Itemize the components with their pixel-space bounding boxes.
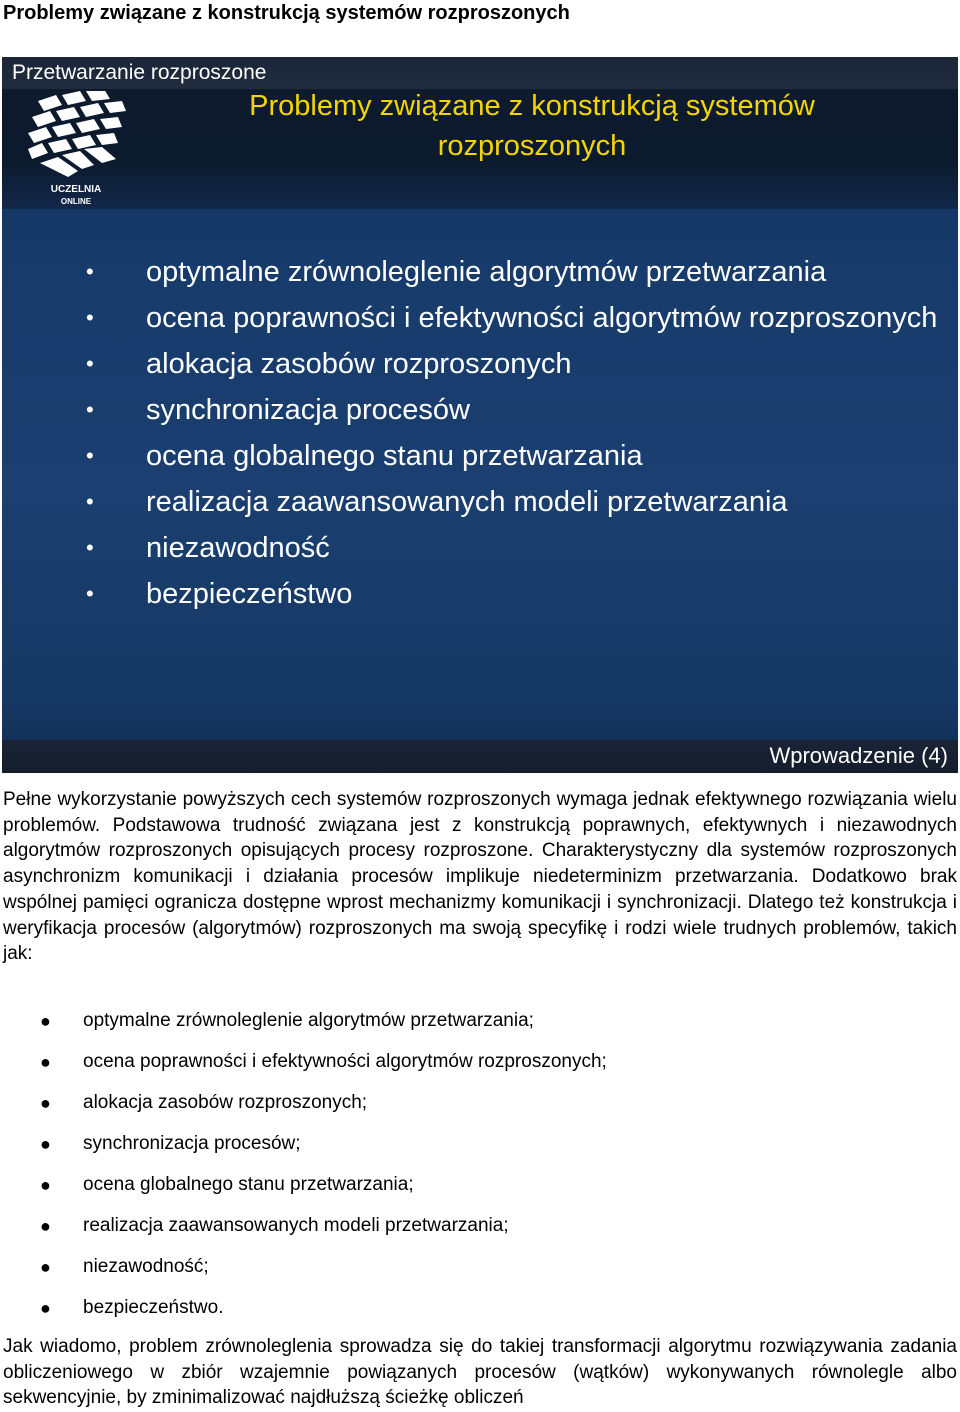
slide-bullet-item: [80, 575, 940, 613]
slide-bullet-item: [80, 391, 940, 429]
logo-text-sub: ONLINE: [60, 197, 92, 206]
lecture-slide: [2, 57, 958, 773]
slide-bullet-text: synchronizacja procesów: [146, 394, 470, 426]
list-item-text: synchronizacja procesów;: [83, 1133, 301, 1154]
body-paragraph-intro: Pełne wykorzystanie powyższych cech systemów rozproszonych wymaga jednak efektywnego rozwiązania wielu problemów. Podstawowa trudność związana jest z konstrukcją poprawnych, efektywnych i niezawodnych algorytmów rozproszonych opisujących procesy rozproszone. Charakterystyczny dla systemów rozproszonych asynchronizm komunikacji i działania procesów implikuje niedeterminizm przetwarzania. Dodatkowo brak wspólnej pamięci ogranicza dostępne wprost mechanizmy komunikacji i synchronizacji. Dlatego też konstrukcja i weryfikacja procesów (algorytmów) rozproszonych ma swoją specyfikę i rodzi wiele trudnych problemów, takich jak:: [3, 789, 957, 965]
bullet-icon: •: [86, 397, 94, 422]
bullet-icon: •: [86, 489, 94, 514]
list-item-text: alokacja zasobów rozproszonych;: [83, 1092, 368, 1113]
slide-bullet-item: [80, 483, 940, 521]
list-item: [0, 1008, 900, 1049]
slide-bullet-text: ocena poprawności i efektywności algorytmów rozproszonych: [146, 302, 938, 334]
list-item: [0, 1213, 900, 1254]
slide-bullet-text: niezawodność: [146, 532, 330, 564]
slide-bullet-item: [80, 299, 940, 337]
slide-bullet-list: [80, 253, 940, 621]
body-paragraph-closing: Jak wiadomo, problem zrównoleglenia sprowadza się do takiej transformacji algorytmu rozwiązywania zadania obliczeniowego w zbiór wzajemnie powiązanych procesów (wątków) wykonywanych równolegle albo sekwencyjnie, by zminimalizować najdłuższą ścieżkę obliczeń: [3, 1336, 957, 1409]
slide-bullet-item: [80, 529, 940, 567]
bullet-icon: •: [86, 581, 94, 606]
bullet-icon: ●: [40, 1134, 51, 1154]
logo-text-main: UCZELNIA: [50, 184, 102, 195]
list-item: [0, 1131, 900, 1172]
list-item-text: realizacja zaawansowanych modeli przetwarzania;: [83, 1215, 509, 1236]
logo-text: [26, 184, 126, 208]
slide-bullet-text: realizacja zaawansowanych modeli przetwarzania: [146, 486, 788, 518]
bullet-icon: ●: [40, 1216, 51, 1236]
list-item: [0, 1295, 900, 1336]
slide-bullet-text: alokacja zasobów rozproszonych: [146, 348, 572, 380]
slide-bullet-text: bezpieczeństwo: [146, 578, 353, 610]
uczelnia-online-logo: [18, 91, 138, 241]
bullet-icon: ●: [40, 1011, 51, 1031]
slide-title: Problemy związane z konstrukcją systemów rozproszonych: [249, 90, 815, 162]
slide-footer: [2, 740, 958, 773]
page-title: Problemy związane z konstrukcją systemów rozproszonych: [3, 2, 570, 24]
list-item: [0, 1090, 900, 1131]
slide-top-bar: [2, 57, 958, 89]
list-item-text: ocena poprawności i efektywności algorytmów rozproszonych;: [83, 1051, 607, 1072]
bullet-icon: •: [86, 351, 94, 376]
bullet-icon: •: [86, 259, 94, 284]
slide-section-label: Przetwarzanie rozproszone: [12, 61, 267, 84]
bullet-icon: •: [86, 535, 94, 560]
bullet-icon: •: [86, 443, 94, 468]
list-item: [0, 1049, 900, 1090]
list-item-text: bezpieczeństwo.: [83, 1297, 224, 1318]
list-item: [0, 1254, 900, 1295]
slide-bullet-item: [80, 253, 940, 291]
bullet-icon: •: [86, 305, 94, 330]
bullet-icon: ●: [40, 1175, 51, 1195]
bullet-icon: ●: [40, 1052, 51, 1072]
slide-bullet-text: optymalne zrównoleglenie algorytmów przetwarzania: [146, 256, 827, 288]
bullet-icon: ●: [40, 1298, 51, 1318]
bullet-icon: ●: [40, 1093, 51, 1113]
list-item: [0, 1172, 900, 1213]
slide-bullet-item: [80, 345, 940, 383]
slide-bullet-item: [80, 437, 940, 475]
list-item-text: ocena globalnego stanu przetwarzania;: [83, 1174, 414, 1195]
problem-list: [0, 1008, 900, 1336]
list-item-text: optymalne zrównoleglenie algorytmów przetwarzania;: [83, 1010, 534, 1031]
list-item-text: niezawodność;: [83, 1256, 209, 1277]
slide-bullet-text: ocena globalnego stanu przetwarzania: [146, 440, 643, 472]
slide-footer-label: Wprowadzenie (4): [769, 743, 948, 768]
bullet-icon: ●: [40, 1257, 51, 1277]
